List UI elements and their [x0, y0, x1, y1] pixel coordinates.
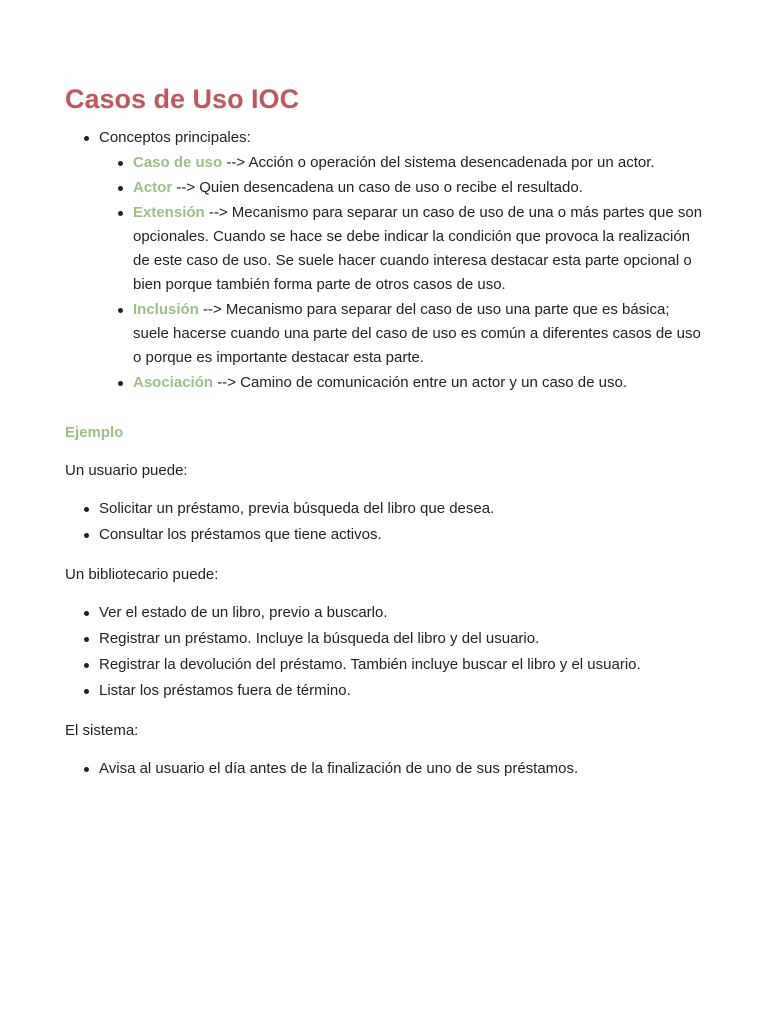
list-item: Solicitar un préstamo, previa búsqueda del libro que desea.	[99, 497, 708, 521]
concept-item-inclusion	[133, 298, 708, 370]
concept-item-extension	[133, 201, 708, 297]
concept-item-caso-de-uso	[133, 151, 708, 175]
concepts-intro-item	[99, 126, 708, 395]
list-item: Listar los préstamos fuera de término.	[99, 679, 708, 703]
concepts-intro: Conceptos principales:	[99, 129, 251, 146]
page-title: Casos de Uso IOC	[65, 84, 300, 114]
system-intro: El sistema:	[65, 722, 139, 739]
system-actions-list	[65, 757, 708, 781]
list-item: Avisa al usuario el día antes de la finalización de uno de sus préstamos.	[99, 757, 708, 781]
user-intro: Un usuario puede:	[65, 462, 188, 479]
concept-text: --> Mecanismo para separar un caso de uso de una o más partes que son opcionales. Cuando se hace se debe indicar la condición que provoca la realización de este caso de uso. Se suele hacer cuando interesa destacar esta parte opcional o bien porque también forma parte de otros casos de uso.	[133, 204, 703, 293]
concept-term: Asociación	[133, 374, 214, 391]
concept-text: --> Acción o operación del sistema desencadenada por un actor.	[222, 154, 655, 171]
librarian-actions-list	[65, 601, 708, 703]
concept-text: --> Mecanismo para separar del caso de uso una parte que es básica; suele hacerse cuando una parte del caso de uso es común a diferentes casos de uso o porque es importante destacar esta parte.	[133, 301, 701, 366]
concept-term: Inclusión	[133, 301, 199, 318]
concept-term: Actor	[133, 179, 173, 196]
concept-item-actor	[133, 176, 708, 200]
librarian-intro: Un bibliotecario puede:	[65, 566, 219, 583]
user-actions-list	[65, 497, 708, 547]
concept-item-asociacion	[133, 371, 708, 395]
concepts-sublist	[99, 151, 708, 395]
list-item: Registrar la devolución del préstamo. También incluye buscar el libro y el usuario.	[99, 653, 708, 677]
concepts-list	[65, 126, 708, 395]
concept-term: Caso de uso	[133, 154, 223, 171]
concept-term: Extensión	[133, 204, 205, 221]
concept-text: --> Quien desencadena un caso de uso o recibe el resultado.	[172, 179, 583, 196]
example-heading: Ejemplo	[65, 424, 124, 441]
list-item: Ver el estado de un libro, previo a buscarlo.	[99, 601, 708, 625]
list-item: Consultar los préstamos que tiene activos.	[99, 523, 708, 547]
concept-text: --> Camino de comunicación entre un actor y un caso de uso.	[213, 374, 628, 391]
list-item: Registrar un préstamo. Incluye la búsqueda del libro y del usuario.	[99, 627, 708, 651]
